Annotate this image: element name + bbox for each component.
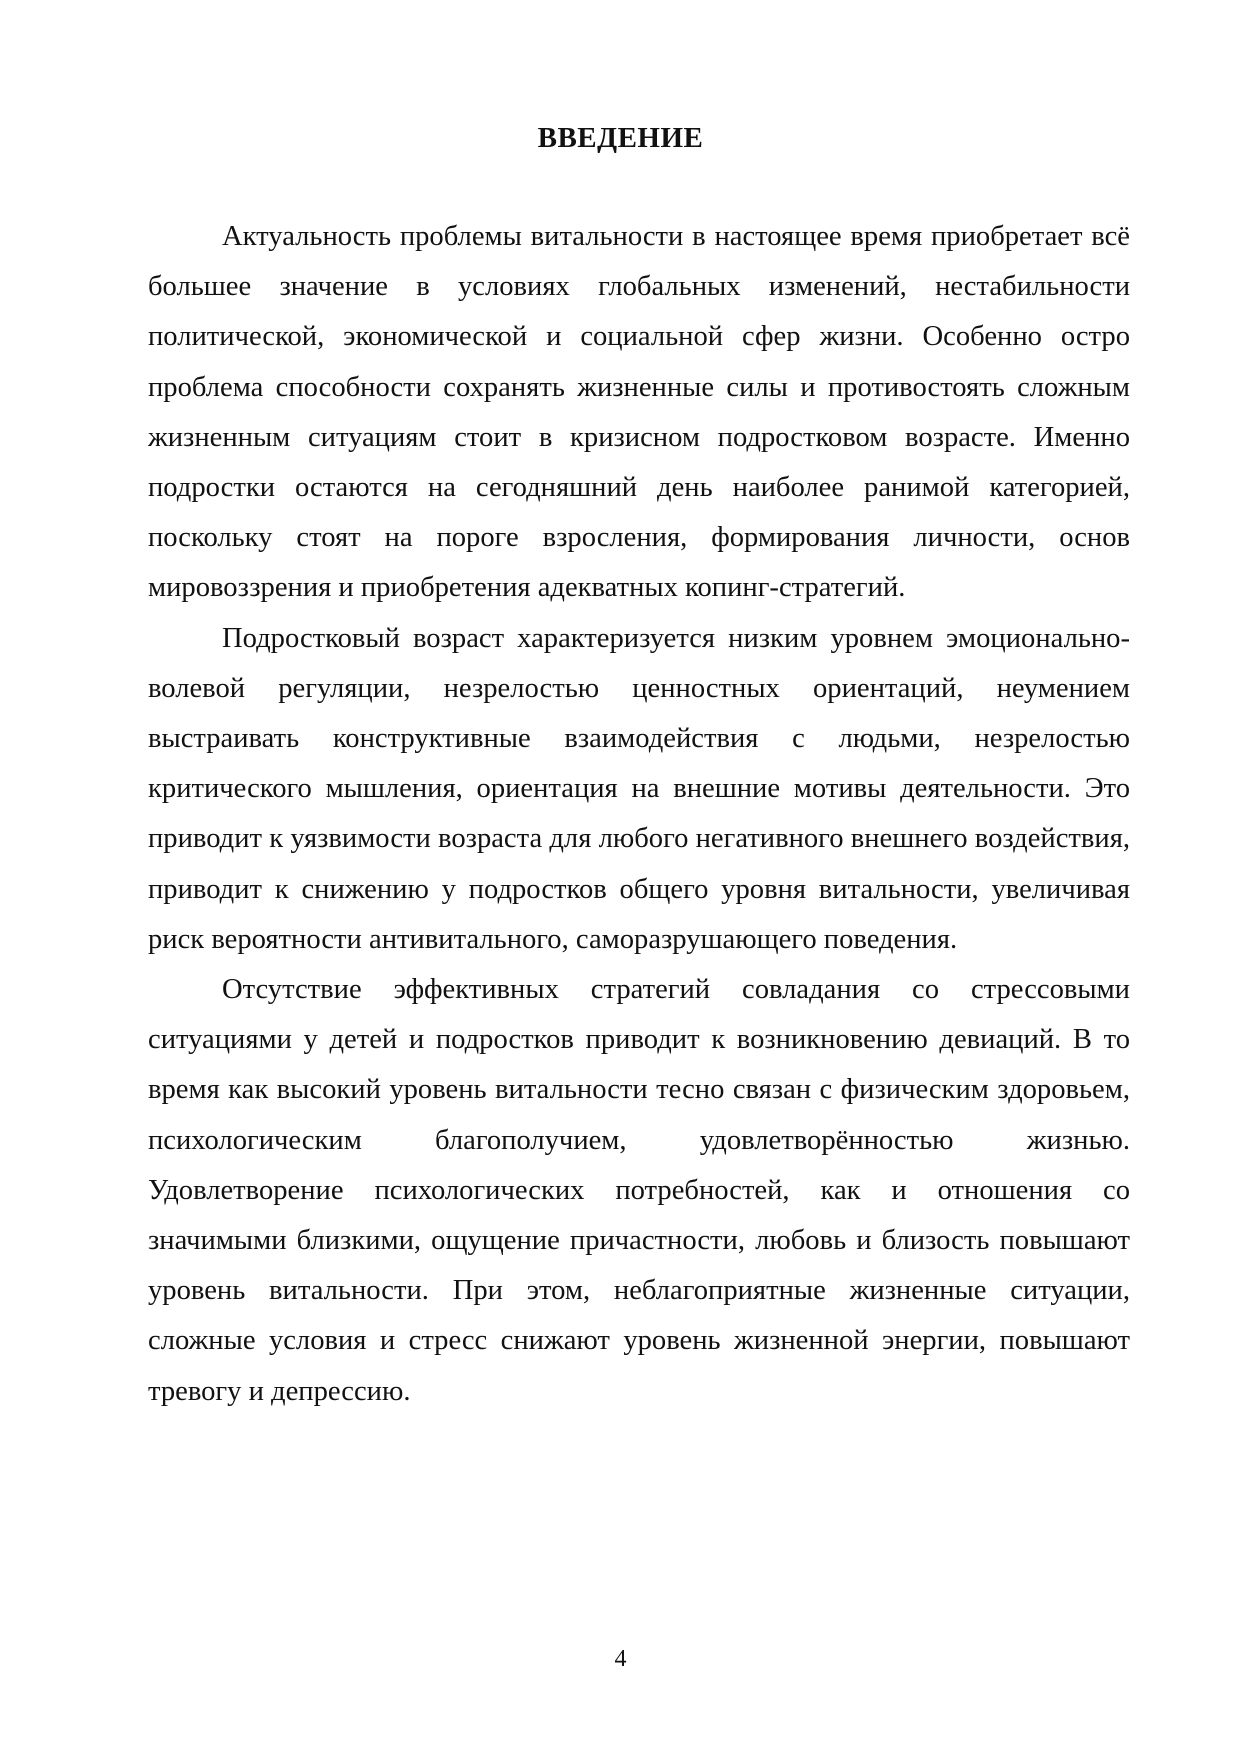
paragraph-3: Отсутствие эффективных стратегий совладания со стрессовыми ситуациями у детей и подростков приводит к возникновению девиаций. В то время как высокий уровень витальности тесно связан с физическим здоровьем, психологическим благополучием, удовлетворённостью жизнью. Удовлетворение психологических потребностей, как и отношения со значимыми близкими, ощущение причастности, любовь и близость повышают уровень витальности. При этом, неблагоприятные жизненные ситуации, сложные условия и стресс снижают уровень жизненной энергии, повышают тревогу и депрессию. (148, 974, 1130, 1407)
page-number: 4 (614, 1646, 627, 1672)
paragraph-1: Актуальность проблемы витальности в настоящее время приобретает всё большее значение в условиях глобальных изменений, нестабильности политической, экономической и социальной сфер жизни. Особенно остро проблема способности сохранять жизненные силы и противостоять сложным жизненным ситуациям стоит в кризисном подростковом возрасте. Именно подростки остаются на сегодняшний день наиболее ранимой категорией, поскольку стоят на пороге взросления, формирования личности, основ мировоззрения и приобретения адекватных копинг-стратегий. (148, 221, 1130, 604)
paragraph-2: Подростковый возраст характеризуется низким уровнем эмоционально-волевой регуляции, незрелостью ценностных ориентаций, неумением выстраивать конструктивные взаимодействия с людьми, незрелостью критического мышления, ориентация на внешние мотивы деятельности. Это приводит к уязвимости возраста для любого негативного внешнего воздействия, приводит к снижению у подростков общего уровня витальности, увеличивая риск вероятности антивитального, саморазрушающего поведения. (148, 622, 1130, 955)
page-title: ВВЕДЕНИЕ (537, 122, 704, 154)
body-text (148, 212, 1130, 1417)
